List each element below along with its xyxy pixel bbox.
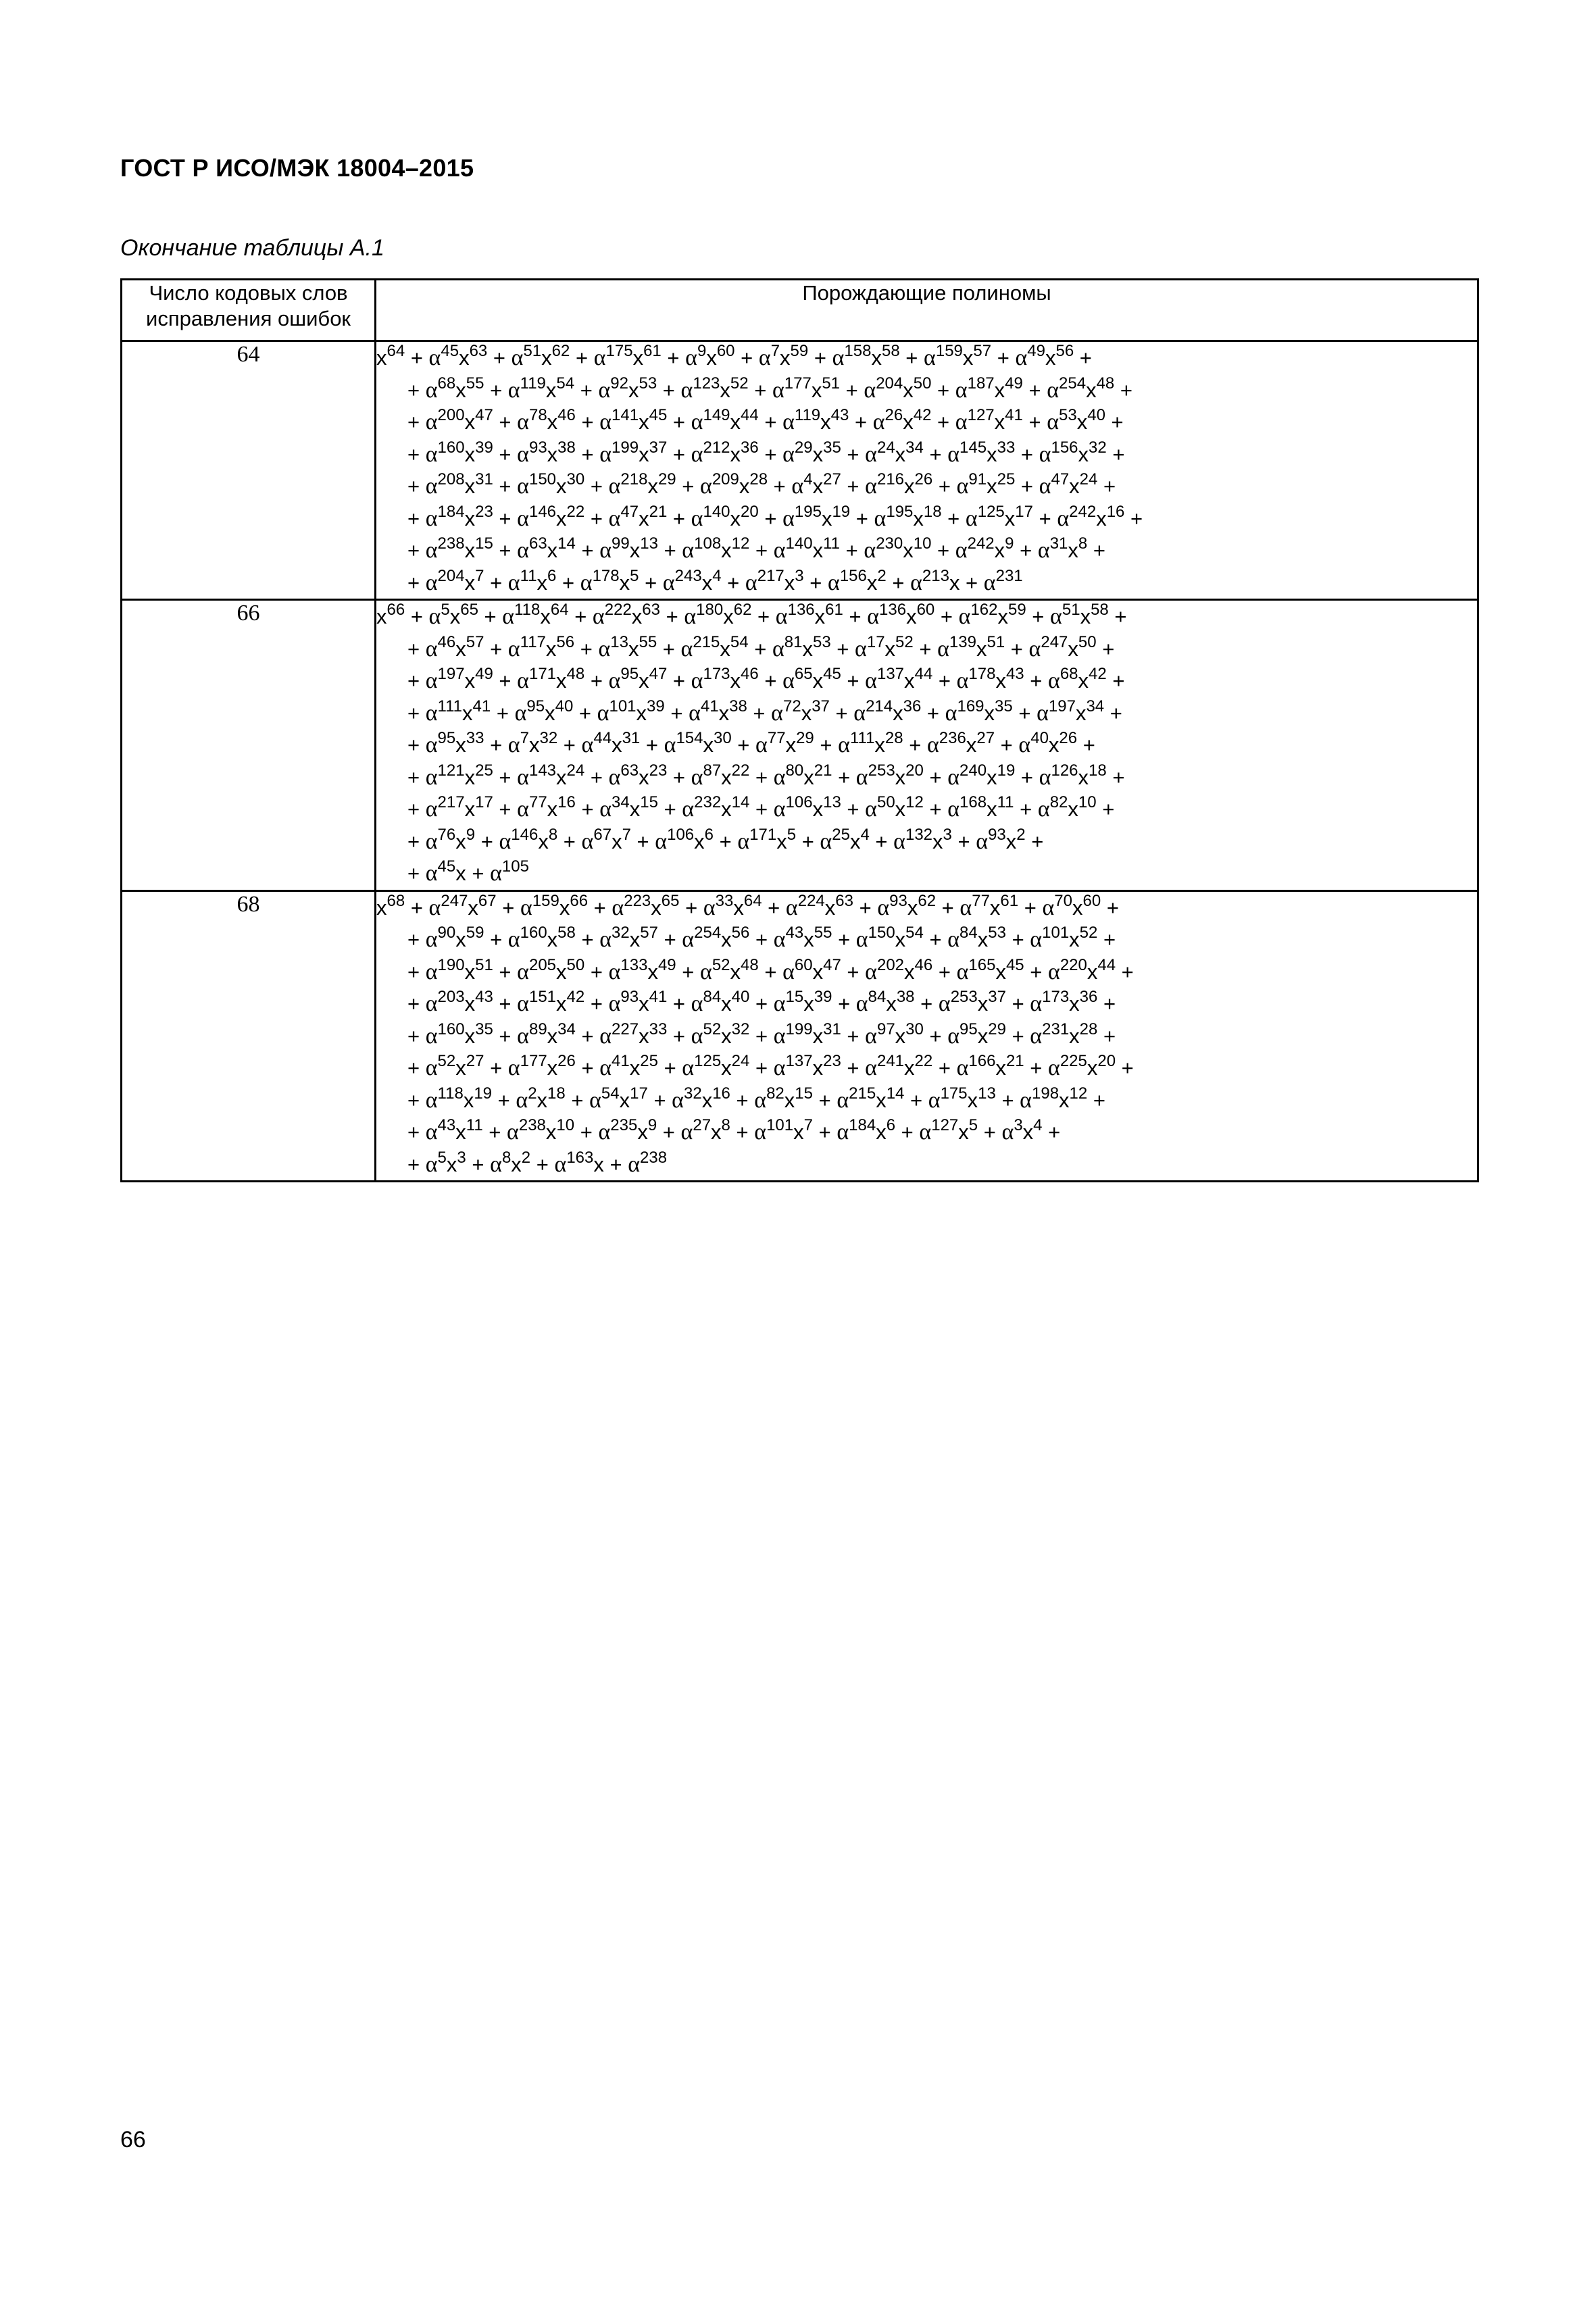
polynomial-line: + $\alpha^{76}x^9 + \alpha^{146}x^8 + \alpha^{67}x^7 + \alpha^{106}x^6 + \alpha^{171}x^5 + \alpha^{25}x^4 + \alpha^{132}x^3 + \alpha^{93}x^2$ + — [407, 825, 1044, 854]
codeword-count-cell: 66 — [122, 600, 376, 891]
polynomial-line: + $\alpha^{197}x^{49} + \alpha^{171}x^{48} + \alpha^{95}x^{47} + \alpha^{173}x^{46} + \alpha^{65}x^{45} + \alpha^{137}x^{44} + \alpha^{178}x^{43} + \alpha^{68}x^{42}$ + — [407, 665, 1125, 693]
polynomial-line: + $\alpha^{95}x^{33} + \alpha^7x^{32} + \alpha^{44}x^{31} + \alpha^{154}x^{30} + \alpha^{77}x^{29} + \alpha^{111}x^{28} + \alpha^{236}x^{27} + \alpha^{40}x^{26}$ + — [407, 729, 1095, 757]
codeword-count-cell: 64 — [122, 341, 376, 600]
polynomial-line: + $\alpha^{160}x^{35} + \alpha^{89}x^{34} + \alpha^{227}x^{33} + \alpha^{52}x^{32} + \alpha^{199}x^{31} + \alpha^{97}x^{30} + \alpha^{95}x^{29} + \alpha^{231}x^{28}$ + — [407, 1020, 1116, 1049]
polynomial-line: + $\alpha^{160}x^{39} + \alpha^{93}x^{38} + \alpha^{199}x^{37} + \alpha^{212}x^{36} + \alpha^{29}x^{35} + \alpha^{24}x^{34} + \alpha^{145}x^{33} + \alpha^{156}x^{32}$ + — [407, 438, 1125, 467]
table-row — [122, 600, 1478, 891]
polynomial-line: $x^{64} + \alpha^{45}x^{63} + \alpha^{51}x^{62} + \alpha^{175}x^{61} + \alpha^9x^{60} + \alpha^7x^{59} + \alpha^{158}x^{58} + \alpha^{159}x^{57} + \alpha^{49}x^{56}$ + — [376, 342, 1092, 370]
polynomial-line: + $\alpha^{190}x^{51} + \alpha^{205}x^{50} + \alpha^{133}x^{49} + \alpha^{52}x^{48} + \alpha^{60}x^{47} + \alpha^{202}x^{46} + \alpha^{165}x^{45} + \alpha^{220}x^{44}$ + — [407, 955, 1134, 984]
polynomial-line: + $\alpha^{121}x^{25} + \alpha^{143}x^{24} + \alpha^{63}x^{23} + \alpha^{87}x^{22} + \alpha^{80}x^{21} + \alpha^{253}x^{20} + \alpha^{240}x^{19} + \alpha^{126}x^{18}$ + — [407, 761, 1125, 790]
polynomial-line: $x^{68} + \alpha^{247}x^{67} + \alpha^{159}x^{66} + \alpha^{223}x^{65} + \alpha^{33}x^{64} + \alpha^{224}x^{63} + \alpha^{93}x^{62} + \alpha^{77}x^{61} + \alpha^{70}x^{60}$ + — [376, 891, 1119, 920]
polynomial-line: + $\alpha^{45}x + \alpha^{105}$ — [407, 857, 529, 886]
polynomial-line: + $\alpha^{203}x^{43} + \alpha^{151}x^{42} + \alpha^{93}x^{41} + \alpha^{84}x^{40} + \alpha^{15}x^{39} + \alpha^{84}x^{38} + \alpha^{253}x^{37} + \alpha^{173}x^{36}$ + — [407, 988, 1116, 1016]
polynomial-line: $x^{66} + \alpha^5x^{65} + \alpha^{118}x^{64} + \alpha^{222}x^{63} + \alpha^{180}x^{62} + \alpha^{136}x^{61} + \alpha^{136}x^{60} + \alpha^{162}x^{59} + \alpha^{51}x^{58}$ + — [376, 601, 1127, 629]
polynomial-line: + $\alpha^{217}x^{17} + \alpha^{77}x^{16} + \alpha^{34}x^{15} + \alpha^{232}x^{14} + \alpha^{106}x^{13} + \alpha^{50}x^{12} + \alpha^{168}x^{11} + \alpha^{82}x^{10}$ + — [407, 793, 1115, 822]
page-number: 66 — [120, 2127, 146, 2153]
table-row — [122, 341, 1478, 600]
table-header-row — [122, 280, 1478, 341]
codeword-count-cell: 68 — [122, 890, 376, 1182]
polynomial-line: + $\alpha^{208}x^{31} + \alpha^{150}x^{30} + \alpha^{218}x^{29} + \alpha^{209}x^{28} + \alpha^4x^{27} + \alpha^{216}x^{26} + \alpha^{91}x^{25} + \alpha^{47}x^{24}$ + — [407, 470, 1116, 499]
polynomial-cell — [376, 341, 1478, 600]
polynomial-line: + $\alpha^{204}x^7 + \alpha^{11}x^6 + \alpha^{178}x^5 + \alpha^{243}x^4 + \alpha^{217}x^3 + \alpha^{156}x^2 + \alpha^{213}x + \alpha^{231}$ — [407, 566, 1023, 595]
polynomial-line: + $\alpha^5x^3 + \alpha^8x^2 + \alpha^{163}x + \alpha^{238}$ — [407, 1148, 668, 1177]
generator-polynomials-table — [120, 278, 1479, 1182]
table-caption: Окончание таблицы А.1 — [120, 235, 384, 261]
polynomial-line: + $\alpha^{111}x^{41} + \alpha^{95}x^{40} + \alpha^{101}x^{39} + \alpha^{41}x^{38} + \alpha^{72}x^{37} + \alpha^{214}x^{36} + \alpha^{169}x^{35} + \alpha^{197}x^{34}$ + — [407, 697, 1122, 726]
polynomial-line: + $\alpha^{118}x^{19} + \alpha^2x^{18} + \alpha^{54}x^{17} + \alpha^{32}x^{16} + \alpha^{82}x^{15} + \alpha^{215}x^{14} + \alpha^{175}x^{13} + \alpha^{198}x^{12}$ + — [407, 1084, 1105, 1113]
col-header-codewords: Число кодовых слов исправления ошибок — [122, 280, 376, 341]
polynomial-line: + $\alpha^{68}x^{55} + \alpha^{119}x^{54} + \alpha^{92}x^{53} + \alpha^{123}x^{52} + \alpha^{177}x^{51} + \alpha^{204}x^{50} + \alpha^{187}x^{49} + \alpha^{254}x^{48}$ + — [407, 374, 1132, 403]
table-body — [122, 341, 1478, 1182]
polynomial-cell — [376, 890, 1478, 1182]
polynomial-line: + $\alpha^{90}x^{59} + \alpha^{160}x^{58} + \alpha^{32}x^{57} + \alpha^{254}x^{56} + \alpha^{43}x^{55} + \alpha^{150}x^{54} + \alpha^{84}x^{53} + \alpha^{101}x^{52}$ + — [407, 924, 1116, 952]
polynomial-line: + $\alpha^{184}x^{23} + \alpha^{146}x^{22} + \alpha^{47}x^{21} + \alpha^{140}x^{20} + \alpha^{195}x^{19} + \alpha^{195}x^{18} + \alpha^{125}x^{17} + \alpha^{242}x^{16}$ + — [407, 502, 1143, 531]
document-header: ГОСТ Р ИСО/МЭК 18004–2015 — [120, 154, 474, 182]
col-header-polynomials: Порождающие полиномы — [376, 280, 1478, 341]
polynomial-line: + $\alpha^{200}x^{47} + \alpha^{78}x^{46} + \alpha^{141}x^{45} + \alpha^{149}x^{44} + \alpha^{119}x^{43} + \alpha^{26}x^{42} + \alpha^{127}x^{41} + \alpha^{53}x^{40}$ + — [407, 406, 1124, 434]
polynomial-cell — [376, 600, 1478, 891]
polynomial-line: + $\alpha^{52}x^{27} + \alpha^{177}x^{26} + \alpha^{41}x^{25} + \alpha^{125}x^{24} + \alpha^{137}x^{23} + \alpha^{241}x^{22} + \alpha^{166}x^{21} + \alpha^{225}x^{20}$ + — [407, 1052, 1134, 1080]
polynomial-line: + $\alpha^{43}x^{11} + \alpha^{238}x^{10} + \alpha^{235}x^9 + \alpha^{27}x^8 + \alpha^{101}x^7 + \alpha^{184}x^6 + \alpha^{127}x^5 + \alpha^3x^4$ + — [407, 1116, 1061, 1145]
polynomial-line: + $\alpha^{46}x^{57} + \alpha^{117}x^{56} + \alpha^{13}x^{55} + \alpha^{215}x^{54} + \alpha^{81}x^{53} + \alpha^{17}x^{52} + \alpha^{139}x^{51} + \alpha^{247}x^{50}$ + — [407, 632, 1115, 661]
polynomial-line: + $\alpha^{238}x^{15} + \alpha^{63}x^{14} + \alpha^{99}x^{13} + \alpha^{108}x^{12} + \alpha^{140}x^{11} + \alpha^{230}x^{10} + \alpha^{242}x^9 + \alpha^{31}x^8$ + — [407, 534, 1105, 563]
table-row — [122, 890, 1478, 1182]
